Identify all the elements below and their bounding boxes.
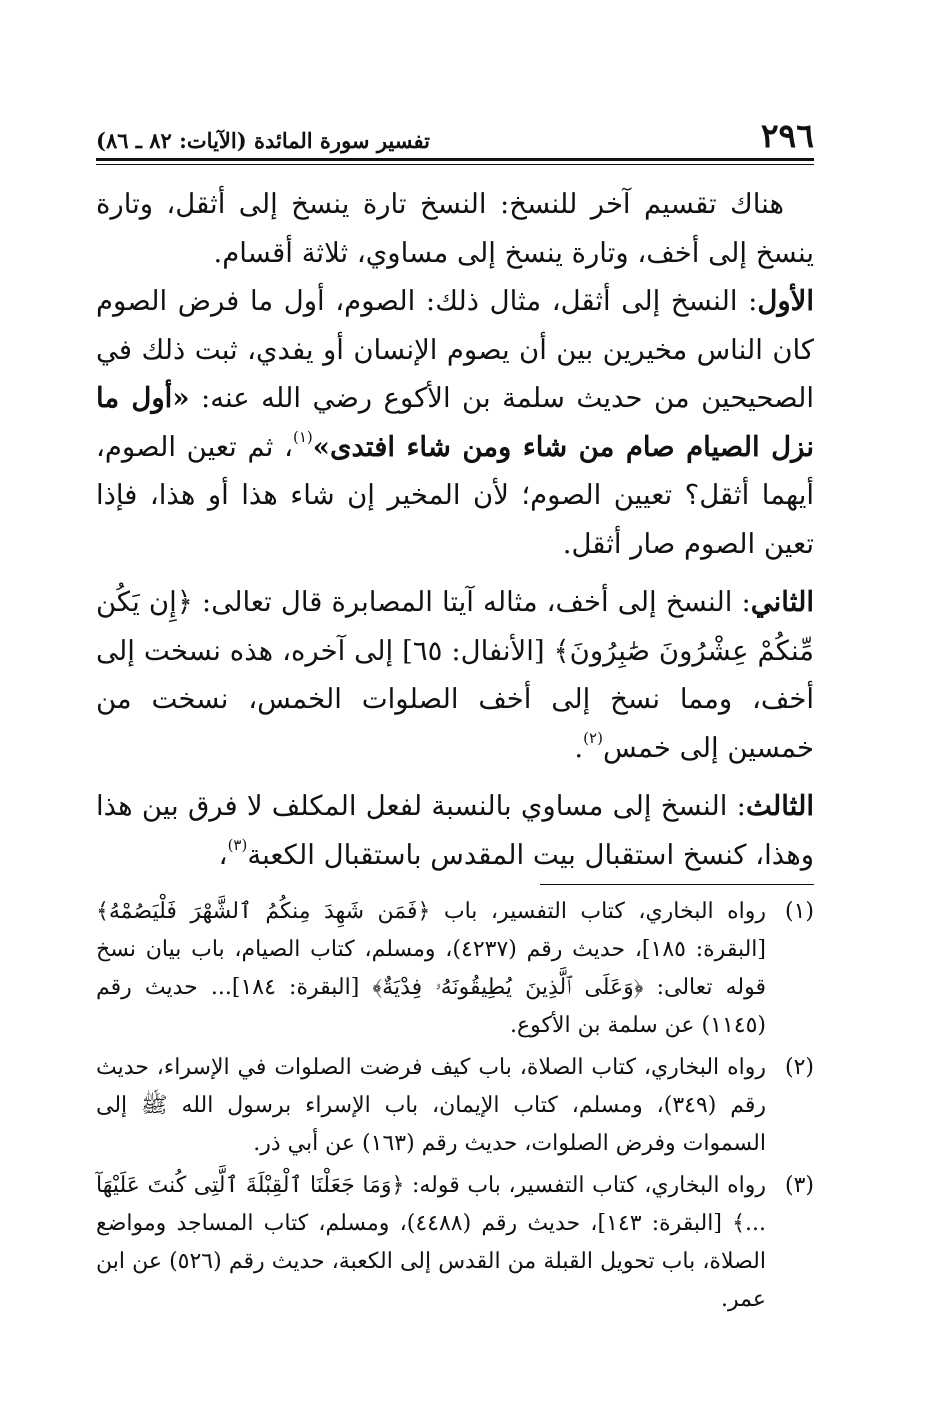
- footnote-ref-2: (٢): [583, 728, 603, 747]
- running-title: تفسير سورة المائدة (الآيات: ٨٢ ـ ٨٦): [96, 128, 430, 153]
- second-text-2: [الأنفال: ٦٥] إلى آخره، هذه نسخت إلى أخف، ومما نسخ إلى أخف الصلوات الخمس، نسخت من خمسين إلى خمس: [96, 634, 814, 764]
- second-text-3: .: [574, 731, 584, 764]
- footnote-number: (١): [784, 899, 814, 924]
- footnote-text: رواه البخاري، كتاب التفسير، باب قوله: ﴿وَمَا جَعَلْنَا ٱلْقِبْلَةَ ٱلَّتِى كُنتَ عَلَيْهَآ ...﴾ [البقرة: ١٤٣]، حديث رقم (٤٤٨٨)، ومسلم، كتاب المساجد ومواضع الصلاة، باب تحويل القبلة من القدس إلى الكعبة، حديث رقم (٥٢٦) عن ابن عمر.: [96, 1173, 767, 1312]
- main-text: [96, 180, 814, 879]
- first-label: الأول: [757, 285, 814, 317]
- header-rule-thin: [96, 164, 814, 165]
- footnote-2: [96, 1049, 814, 1163]
- intro-paragraph: هناك تقسيم آخر للنسخ: النسخ تارة ينسخ إلى أثقل، وتارة ينسخ إلى أخف، وتارة ينسخ إلى مساوي، ثلاثة أقسام.: [96, 188, 814, 269]
- second-label: الثاني: [750, 586, 815, 618]
- page-number: ٢٩٦: [760, 116, 814, 155]
- header-rule-thick: [96, 158, 814, 161]
- first-paragraph: [96, 277, 814, 568]
- footnote-number: (٣): [784, 1173, 814, 1198]
- third-paragraph: [96, 782, 814, 879]
- third-text-1: : النسخ إلى مساوي بالنسبة لفعل المكلف لا فرق بين هذا وهذا، كنسخ استقبال بيت المقدس باستقبال الكعبة: [96, 790, 814, 871]
- page-header: [96, 112, 814, 156]
- footnote-number: (٢): [784, 1055, 814, 1080]
- footnote-1: [96, 893, 814, 1045]
- footnote-3: [96, 1167, 814, 1319]
- footnote-ref-3: (٣): [227, 835, 248, 854]
- first-text-2: ، ثم تعين الصوم، أيهما أثقل؟ تعيين الصوم؛ لأن المخير إن شاء هذا أو هذا، فإذا تعين الصوم صار أثقل.: [96, 430, 814, 560]
- third-label: الثالث: [745, 790, 814, 822]
- quran-verse: ﴿إِن يَكُن مِّنكُمْ عِشْرُونَ صَٰبِرُونَ﴾: [96, 586, 814, 667]
- third-text-2: ،: [218, 838, 228, 871]
- footnote-text: رواه البخاري، كتاب التفسير، باب ﴿فَمَن شَهِدَ مِنكُمُ ٱلشَّهْرَ فَلْيَصُمْهُ﴾ [البقرة: ١٨٥]، حديث رقم (٤٢٣٧)، ومسلم، كتاب الصيام، باب بيان نسخ قوله تعالى: ﴿وَعَلَى ٱلَّذِينَ يُطِيقُونَهُۥ فِدْيَةٌ﴾ [البقرة: ١٨٤]... حديث رقم (١١٤٥) عن سلمة بن الأكوع.: [96, 899, 766, 1038]
- second-paragraph: [96, 578, 814, 772]
- footnote-text: رواه البخاري، كتاب الصلاة، باب كيف فرضت الصلوات في الإسراء، حديث رقم (٣٤٩)، ومسلم، كتاب الإيمان، باب الإسراء برسول الله ﷺ إلى السموات وفرض الصلوات، حديث رقم (١٦٣) عن أبي ذر.: [96, 1055, 767, 1156]
- footnotes: [96, 893, 814, 1323]
- hadith-quote: «أول ما نزل الصيام صام من شاء ومن شاء افتدى»: [96, 382, 814, 463]
- first-text-1: : النسخ إلى أثقل، مثال ذلك: الصوم، أول ما فرض الصوم كان الناس مخيرين بين أن يصوم الإنسان أو يفدي، ثبت ذلك في الصحيحين من حديث سلمة بن الأكوع رضي الله عنه:: [96, 285, 814, 414]
- footnote-ref-1: (١): [292, 427, 313, 446]
- footnote-separator: [540, 884, 814, 885]
- second-text-1: : النسخ إلى أخف، مثاله آيتا المصابرة قال تعالى:: [192, 586, 751, 618]
